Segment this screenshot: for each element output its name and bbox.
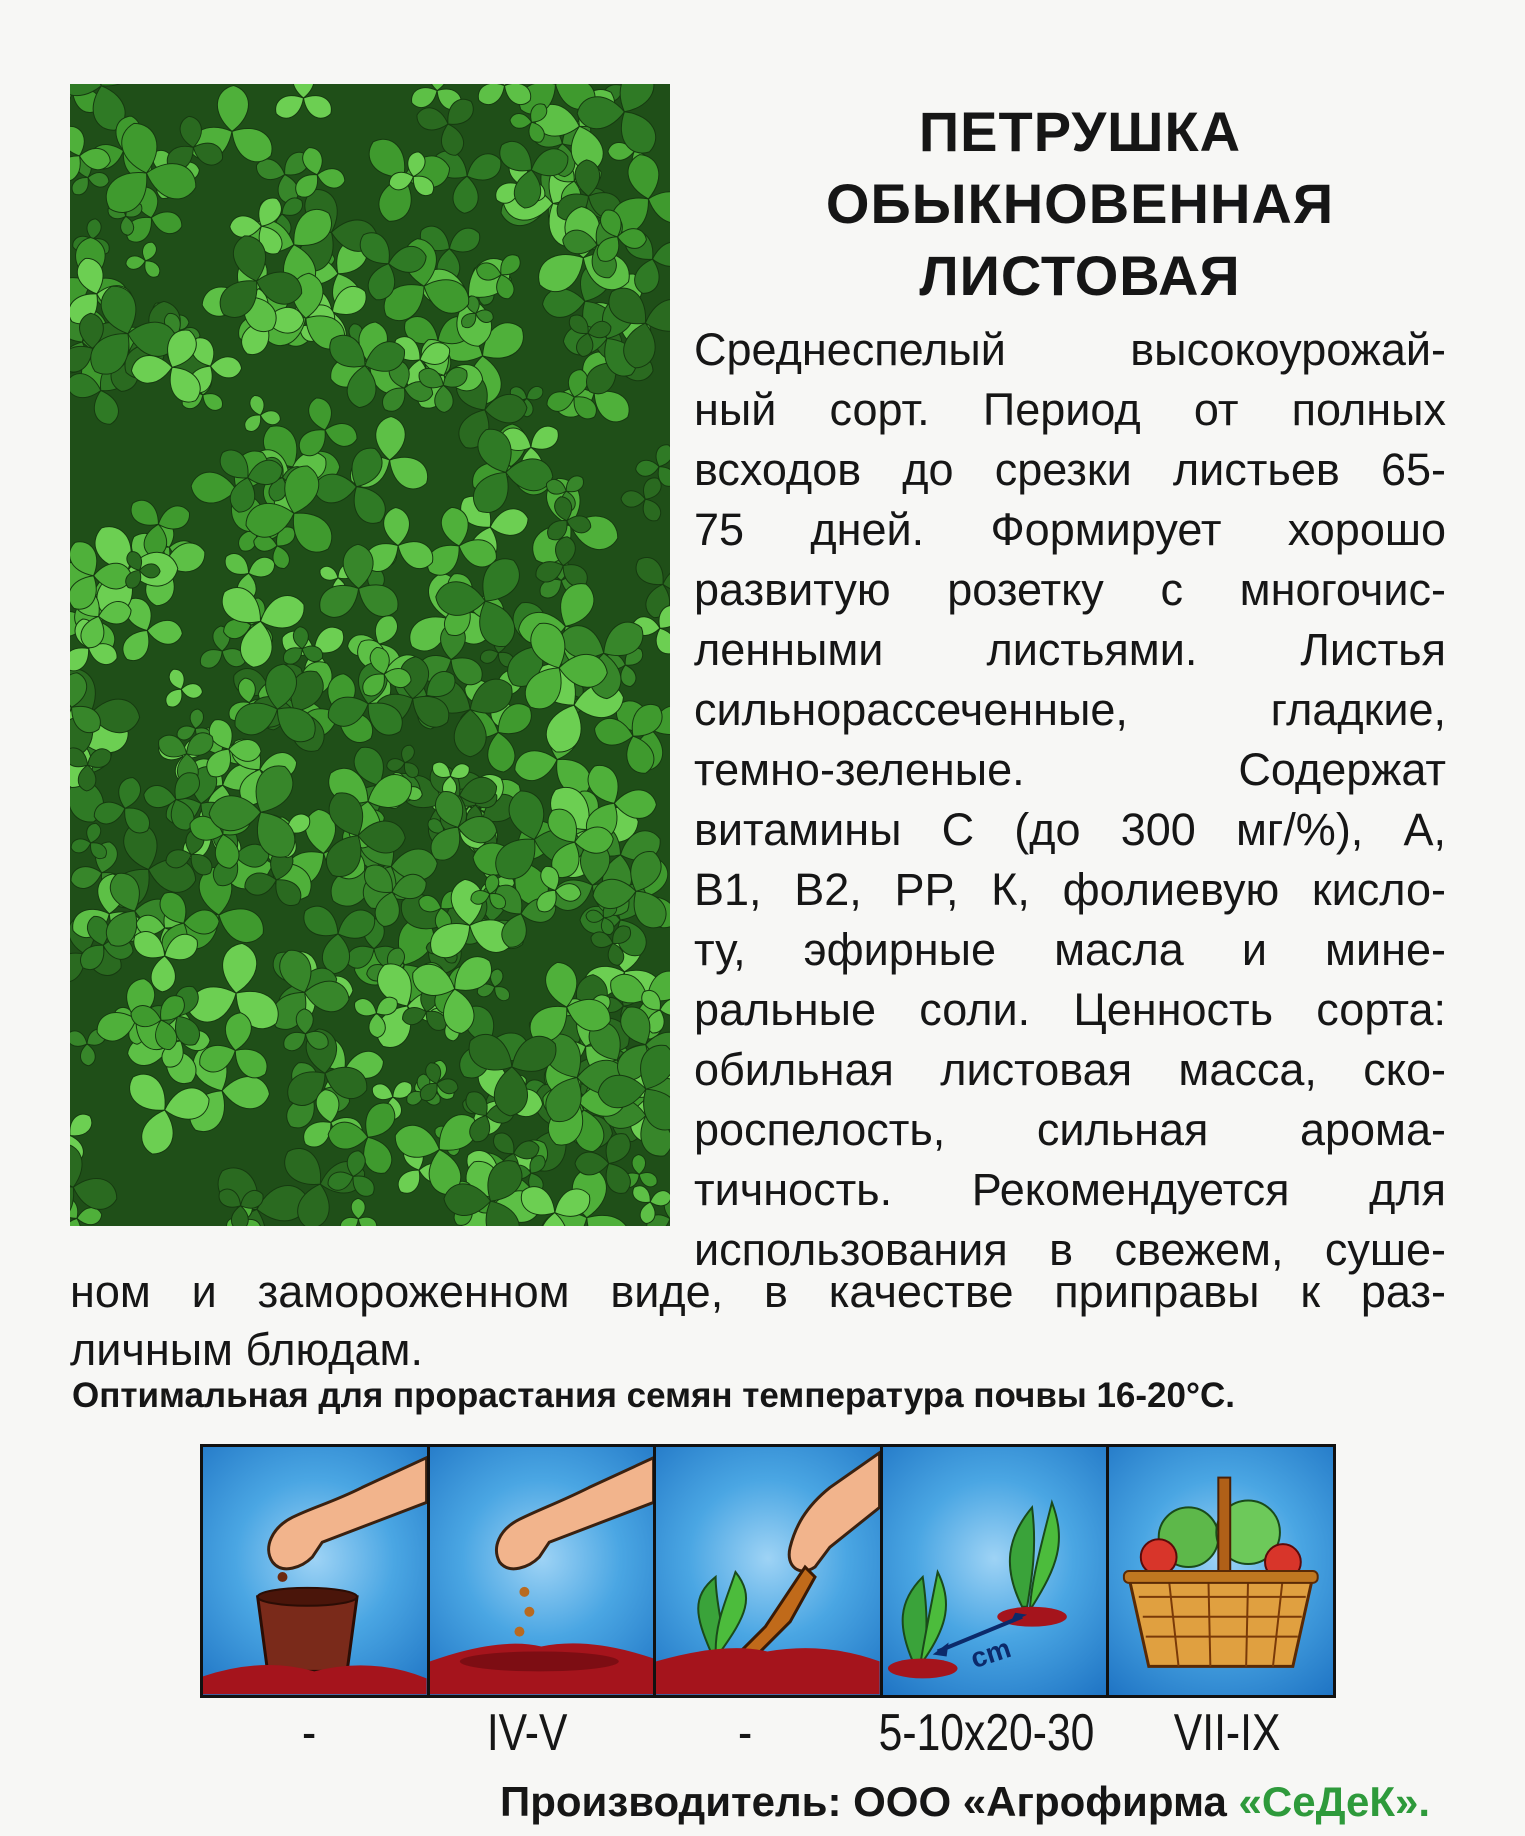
description-line-wide: ном и замороженном виде, в качестве приправы к раз- xyxy=(70,1266,1446,1317)
pictogram-label: VII-IX xyxy=(1173,1704,1281,1762)
description-line: развитую розетку с многочис- xyxy=(694,564,1446,615)
description-line: Среднеспелый высокоурожай- xyxy=(694,324,1446,375)
product-title xyxy=(700,96,1460,312)
description-line: витамины С (до 300 мг/%), А, xyxy=(694,804,1446,855)
pictogram-label: - xyxy=(738,1704,753,1762)
sowing-in-pot-icon xyxy=(203,1447,427,1695)
description-line: сильнорассеченные, гладкие, xyxy=(694,684,1446,735)
description-line: обильная листовая масса, ско- xyxy=(694,1044,1446,1095)
description-line: ту, эфирные масла и мине- xyxy=(694,924,1446,975)
title-line-1: ПЕТРУШКА xyxy=(918,100,1242,163)
title-line-2: ОБЫКНОВЕННАЯ xyxy=(825,172,1335,235)
harvest-basket-icon xyxy=(1109,1447,1333,1695)
description-line: тичность. Рекомендуется для xyxy=(694,1164,1446,1215)
pictogram-label: 5-10x20-30 xyxy=(878,1704,1095,1762)
title-line-3: ЛИСТОВАЯ xyxy=(919,244,1241,307)
parsley-photo xyxy=(70,84,670,1226)
description-line: 75 дней. Формирует хорошо xyxy=(694,504,1446,555)
producer-brand: «СеДеК». xyxy=(1238,1778,1431,1825)
description-line-last: личным блюдам. xyxy=(70,1324,423,1375)
description-line: ленными листьями. Листья xyxy=(694,624,1446,675)
description-line: использования в свежем, суше- xyxy=(694,1224,1446,1275)
spacing-icon xyxy=(883,1447,1107,1695)
parsley-leaves-image xyxy=(70,84,670,1226)
transplanting-icon xyxy=(656,1447,880,1695)
description-line: роспелость, сильная арома- xyxy=(694,1104,1446,1155)
producer-line xyxy=(500,1778,1460,1826)
description-line: всходов до срезки листьев 65- xyxy=(694,444,1446,495)
description-line: В1, В2, РР, К, фолиевую кисло- xyxy=(694,864,1446,915)
pictogram-labels xyxy=(200,1698,1336,1768)
pictogram-label: - xyxy=(302,1704,317,1762)
producer-prefix: Производитель: ООО «Агрофирма xyxy=(500,1778,1239,1825)
spacing-unit-label: cm xyxy=(966,1632,1015,1675)
description-line: темно-зеленые. Содержат xyxy=(694,744,1446,795)
pictogram-label: IV-V xyxy=(487,1704,568,1762)
description-line: ральные соли. Ценность сорта: xyxy=(694,984,1446,1035)
growing-pictogram-strip xyxy=(200,1444,1336,1698)
soil-temperature-note: Оптимальная для прорастания семян температура почвы 16-20°С. xyxy=(72,1376,1235,1415)
sowing-in-ground-icon xyxy=(430,1447,654,1695)
description-line: ный сорт. Период от полных xyxy=(694,384,1446,435)
